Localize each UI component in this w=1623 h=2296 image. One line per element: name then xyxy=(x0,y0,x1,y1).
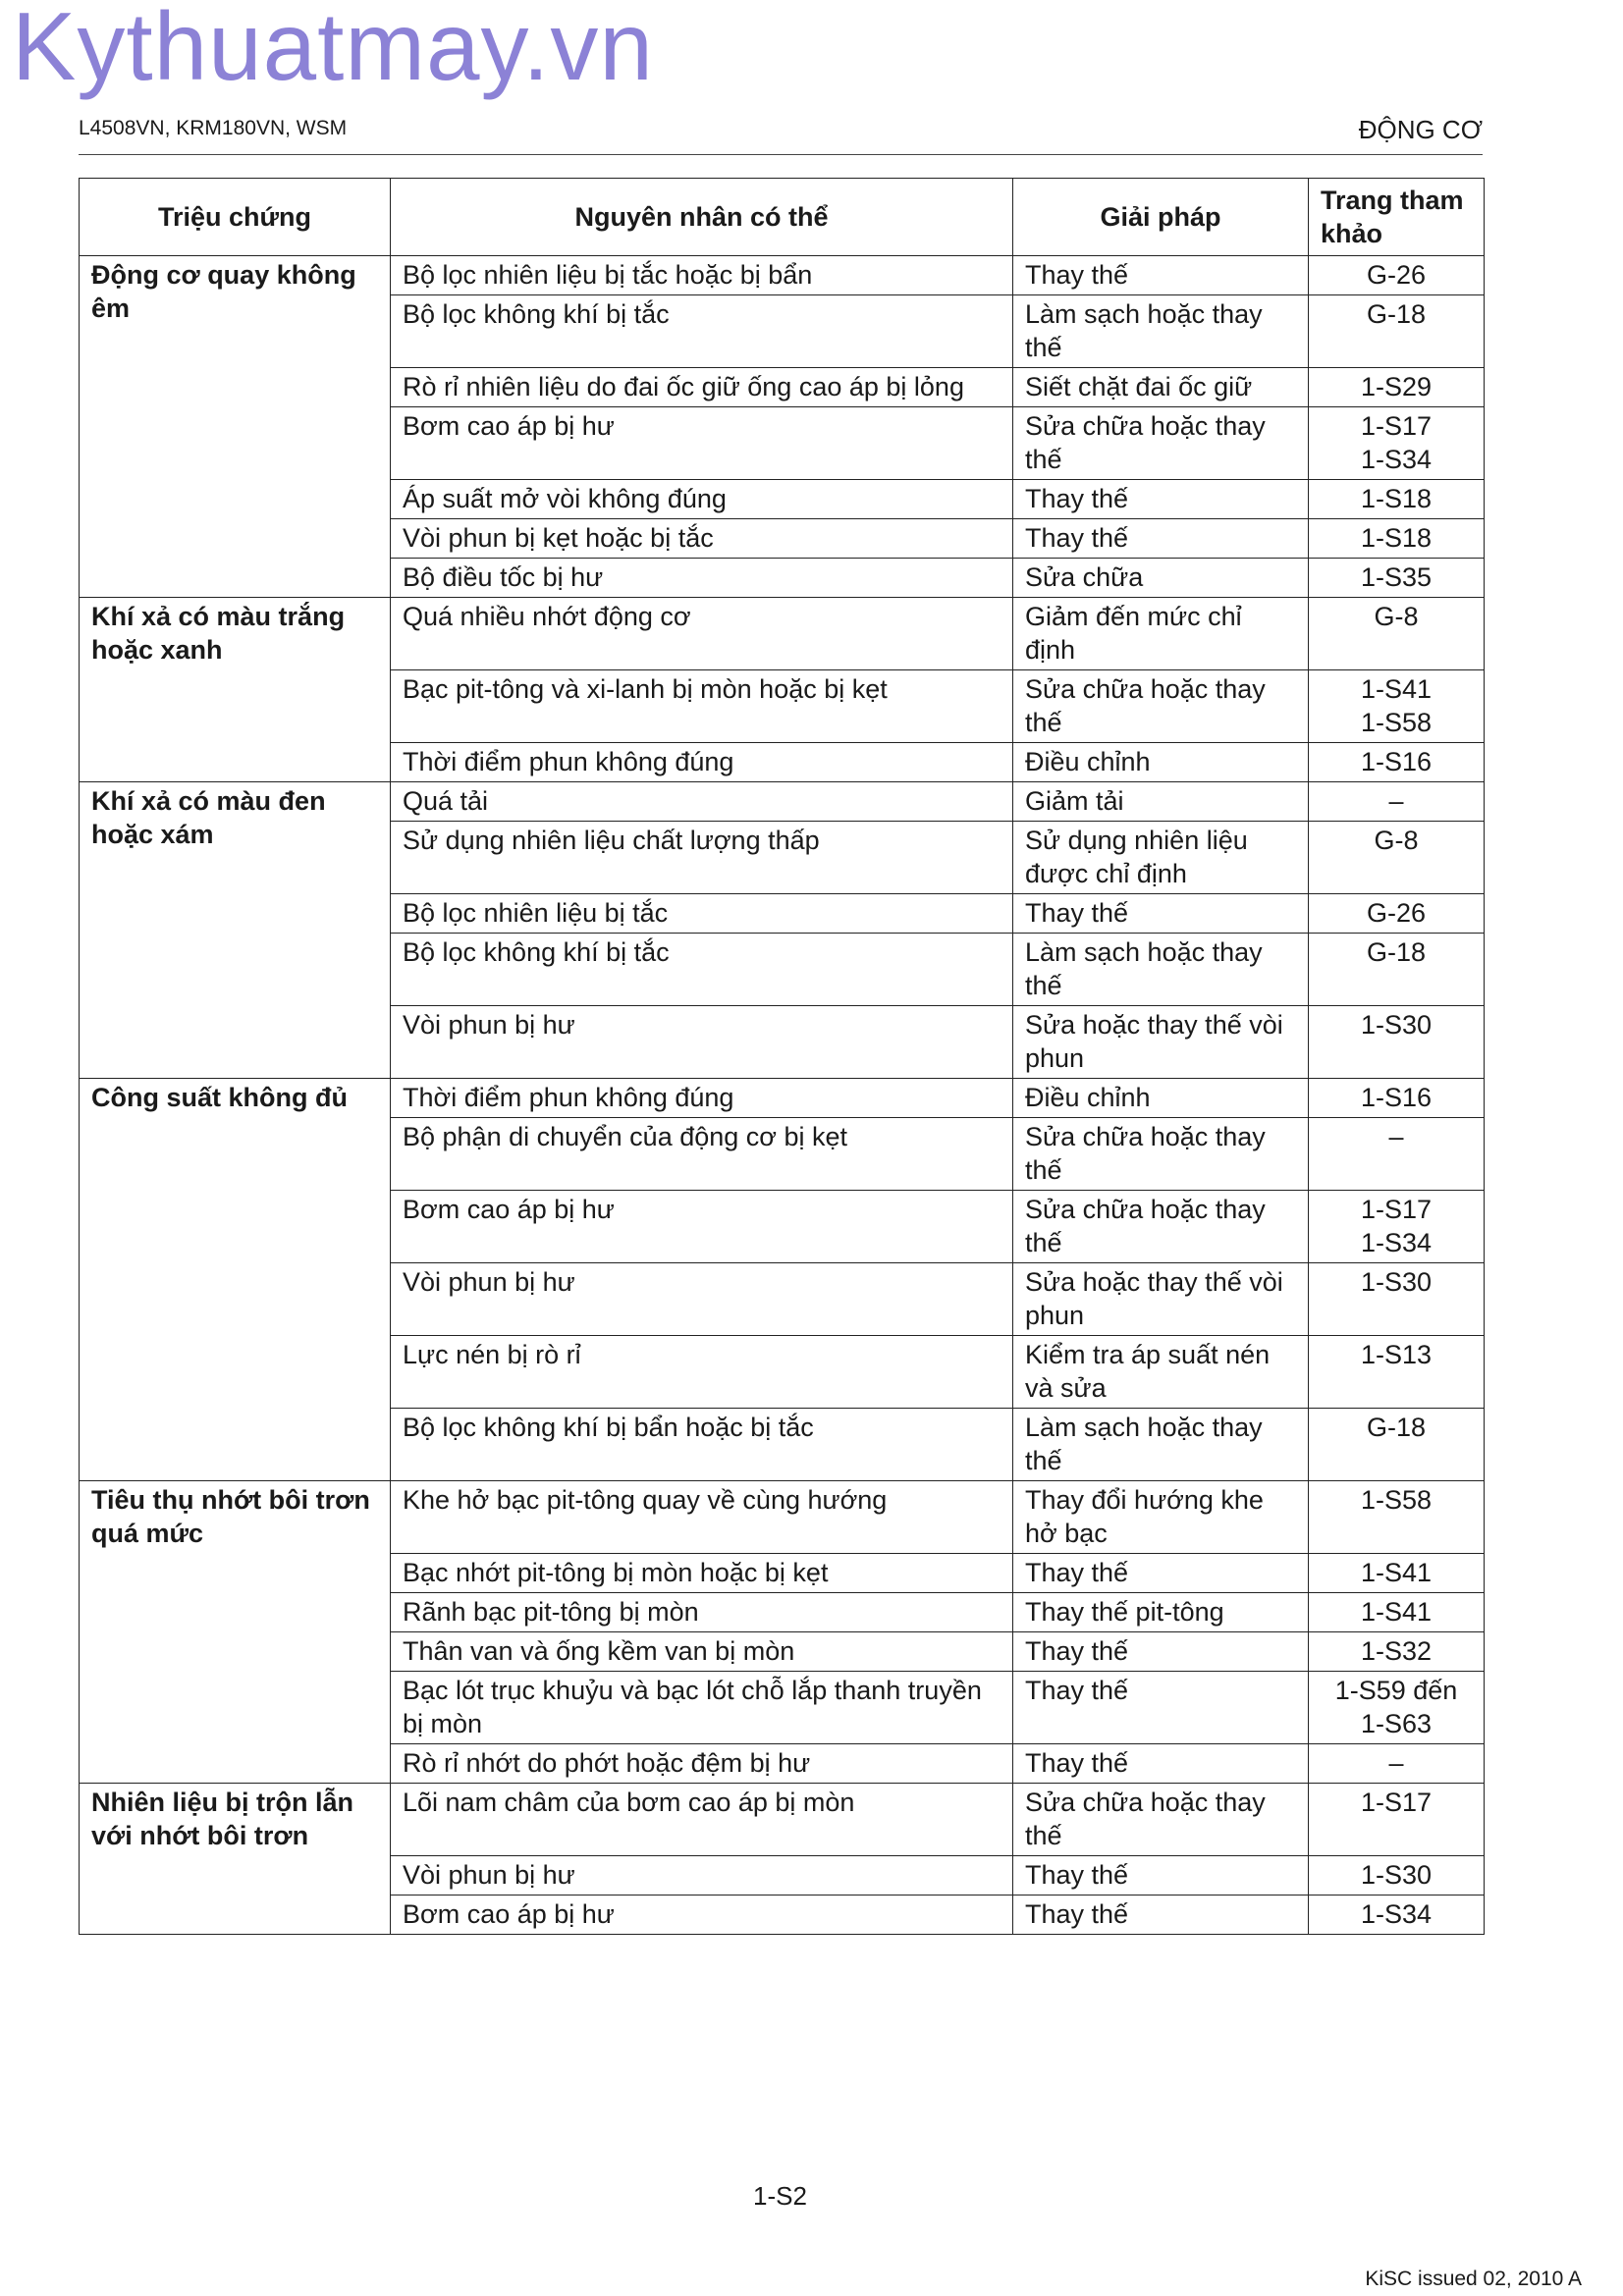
cause-cell: Bạc lót trục khuỷu và bạc lót chỗ lắp thanh truyền bị mòn xyxy=(391,1672,1013,1744)
cause-cell: Áp suất mở vòi không đúng xyxy=(391,480,1013,519)
cause-cell: Thời điểm phun không đúng xyxy=(391,1079,1013,1118)
solution-cell: Giảm tải xyxy=(1013,782,1309,822)
solution-cell: Siết chặt đai ốc giữ xyxy=(1013,368,1309,407)
cause-cell: Bộ lọc không khí bị bẩn hoặc bị tắc xyxy=(391,1409,1013,1481)
table-row xyxy=(80,1784,1485,1856)
table-body xyxy=(80,256,1485,1935)
cause-cell: Quá nhiều nhớt động cơ xyxy=(391,598,1013,670)
cause-cell: Bạc pit-tông và xi-lanh bị mòn hoặc bị kẹt xyxy=(391,670,1013,743)
solution-cell: Thay thế xyxy=(1013,894,1309,934)
cause-cell: Vòi phun bị hư xyxy=(391,1263,1013,1336)
ref-cell: 1-S35 xyxy=(1309,559,1485,598)
ref-cell: 1-S17 1-S34 xyxy=(1309,407,1485,480)
solution-cell: Sửa chữa hoặc thay thế xyxy=(1013,1118,1309,1191)
table-row xyxy=(80,256,1485,295)
troubleshooting-table xyxy=(79,178,1485,1935)
ref-cell: 1-S30 xyxy=(1309,1263,1485,1336)
symptom-cell: Khí xả có màu trắng hoặc xanh xyxy=(80,598,391,782)
cause-cell: Bơm cao áp bị hư xyxy=(391,1191,1013,1263)
solution-cell: Sửa hoặc thay thế vòi phun xyxy=(1013,1263,1309,1336)
page-number: 1-S2 xyxy=(753,2181,807,2211)
header-models: L4508VN, KRM180VN, WSM xyxy=(79,117,348,139)
symptom-cell: Khí xả có màu đen hoặc xám xyxy=(80,782,391,1079)
solution-cell: Thay thế pit-tông xyxy=(1013,1593,1309,1632)
cause-cell: Bộ lọc không khí bị tắc xyxy=(391,295,1013,368)
ref-cell: 1-S16 xyxy=(1309,1079,1485,1118)
solution-cell: Thay thế xyxy=(1013,519,1309,559)
solution-cell: Kiểm tra áp suất nén và sửa xyxy=(1013,1336,1309,1409)
cause-cell: Bộ lọc không khí bị tắc xyxy=(391,934,1013,1006)
solution-cell: Thay thế xyxy=(1013,1554,1309,1593)
ref-cell: 1-S13 xyxy=(1309,1336,1485,1409)
solution-cell: Sửa chữa xyxy=(1013,559,1309,598)
solution-cell: Thay đổi hướng khe hở bạc xyxy=(1013,1481,1309,1554)
watermark-logo: Kythuatmay.vn xyxy=(12,0,654,100)
solution-cell: Điều chỉnh xyxy=(1013,743,1309,782)
ref-cell: 1-S58 xyxy=(1309,1481,1485,1554)
cause-cell: Bơm cao áp bị hư xyxy=(391,407,1013,480)
cause-cell: Vòi phun bị hư xyxy=(391,1006,1013,1079)
symptom-cell: Động cơ quay không êm xyxy=(80,256,391,598)
cause-cell: Bơm cao áp bị hư xyxy=(391,1896,1013,1935)
cause-cell: Bộ điều tốc bị hư xyxy=(391,559,1013,598)
ref-cell: 1-S17 xyxy=(1309,1784,1485,1856)
ref-cell: G-8 xyxy=(1309,598,1485,670)
cause-cell: Khe hở bạc pit-tông quay về cùng hướng xyxy=(391,1481,1013,1554)
solution-cell: Sửa chữa hoặc thay thế xyxy=(1013,407,1309,480)
solution-cell: Thay thế xyxy=(1013,256,1309,295)
ref-cell: – xyxy=(1309,1744,1485,1784)
ref-cell: 1-S30 xyxy=(1309,1006,1485,1079)
cause-cell: Vòi phun bị kẹt hoặc bị tắc xyxy=(391,519,1013,559)
ref-cell: 1-S34 xyxy=(1309,1896,1485,1935)
ref-cell: 1-S41 1-S58 xyxy=(1309,670,1485,743)
table-row xyxy=(80,598,1485,670)
solution-cell: Sửa chữa hoặc thay thế xyxy=(1013,670,1309,743)
ref-cell: G-18 xyxy=(1309,934,1485,1006)
solution-cell: Làm sạch hoặc thay thế xyxy=(1013,295,1309,368)
table-row xyxy=(80,782,1485,822)
table-row xyxy=(80,1481,1485,1554)
ref-cell: G-18 xyxy=(1309,1409,1485,1481)
ref-cell: 1-S18 xyxy=(1309,519,1485,559)
solution-cell: Sử dụng nhiên liệu được chỉ định xyxy=(1013,822,1309,894)
cause-cell: Bộ lọc nhiên liệu bị tắc hoặc bị bẩn xyxy=(391,256,1013,295)
ref-cell: 1-S16 xyxy=(1309,743,1485,782)
cause-cell: Quá tải xyxy=(391,782,1013,822)
solution-cell: Thay thế xyxy=(1013,1896,1309,1935)
cause-cell: Vòi phun bị hư xyxy=(391,1856,1013,1896)
cause-cell: Thân van và ống kềm van bị mòn xyxy=(391,1632,1013,1672)
solution-cell: Sửa hoặc thay thế vòi phun xyxy=(1013,1006,1309,1079)
cause-cell: Rãnh bạc pit-tông bị mòn xyxy=(391,1593,1013,1632)
symptom-cell: Công suất không đủ xyxy=(80,1079,391,1481)
cause-cell: Bộ lọc nhiên liệu bị tắc xyxy=(391,894,1013,934)
ref-cell: G-26 xyxy=(1309,256,1485,295)
cause-cell: Lõi nam châm của bơm cao áp bị mòn xyxy=(391,1784,1013,1856)
cause-cell: Rò rỉ nhớt do phớt hoặc đệm bị hư xyxy=(391,1744,1013,1784)
header-rule xyxy=(79,154,1483,155)
solution-cell: Thay thế xyxy=(1013,1856,1309,1896)
ref-cell: – xyxy=(1309,1118,1485,1191)
ref-cell: 1-S18 xyxy=(1309,480,1485,519)
symptom-cell: Nhiên liệu bị trộn lẫn với nhớt bôi trơn xyxy=(80,1784,391,1935)
cause-cell: Bạc nhớt pit-tông bị mòn hoặc bị kẹt xyxy=(391,1554,1013,1593)
solution-cell: Giảm đến mức chỉ định xyxy=(1013,598,1309,670)
table-row xyxy=(80,1079,1485,1118)
solution-cell: Sửa chữa hoặc thay thế xyxy=(1013,1191,1309,1263)
header-ref: Trang tham khảo xyxy=(1309,179,1485,256)
footer-issue: KiSC issued 02, 2010 A xyxy=(1365,2268,1582,2290)
solution-cell: Làm sạch hoặc thay thế xyxy=(1013,934,1309,1006)
table-header-row xyxy=(80,179,1485,256)
symptom-cell: Tiêu thụ nhớt bôi trơn quá mức xyxy=(80,1481,391,1784)
ref-cell: 1-S29 xyxy=(1309,368,1485,407)
solution-cell: Thay thế xyxy=(1013,1744,1309,1784)
ref-cell: – xyxy=(1309,782,1485,822)
header-section-title: ĐỘNG CƠ xyxy=(1358,115,1483,144)
header-solution: Giải pháp xyxy=(1013,179,1309,256)
ref-cell: 1-S32 xyxy=(1309,1632,1485,1672)
ref-cell: G-18 xyxy=(1309,295,1485,368)
ref-cell: 1-S17 1-S34 xyxy=(1309,1191,1485,1263)
ref-cell: G-26 xyxy=(1309,894,1485,934)
ref-cell: 1-S41 xyxy=(1309,1593,1485,1632)
ref-cell: 1-S30 xyxy=(1309,1856,1485,1896)
ref-cell: G-8 xyxy=(1309,822,1485,894)
ref-cell: 1-S41 xyxy=(1309,1554,1485,1593)
ref-cell: 1-S59 đến 1-S63 xyxy=(1309,1672,1485,1744)
solution-cell: Sửa chữa hoặc thay thế xyxy=(1013,1784,1309,1856)
header-cause: Nguyên nhân có thể xyxy=(391,179,1013,256)
cause-cell: Bộ phận di chuyển của động cơ bị kẹt xyxy=(391,1118,1013,1191)
solution-cell: Thay thế xyxy=(1013,1672,1309,1744)
solution-cell: Thay thế xyxy=(1013,1632,1309,1672)
header-symptom: Triệu chứng xyxy=(80,179,391,256)
cause-cell: Thời điểm phun không đúng xyxy=(391,743,1013,782)
cause-cell: Rò rỉ nhiên liệu do đai ốc giữ ống cao áp bị lỏng xyxy=(391,368,1013,407)
cause-cell: Lực nén bị rò rỉ xyxy=(391,1336,1013,1409)
solution-cell: Điều chỉnh xyxy=(1013,1079,1309,1118)
solution-cell: Thay thế xyxy=(1013,480,1309,519)
solution-cell: Làm sạch hoặc thay thế xyxy=(1013,1409,1309,1481)
cause-cell: Sử dụng nhiên liệu chất lượng thấp xyxy=(391,822,1013,894)
